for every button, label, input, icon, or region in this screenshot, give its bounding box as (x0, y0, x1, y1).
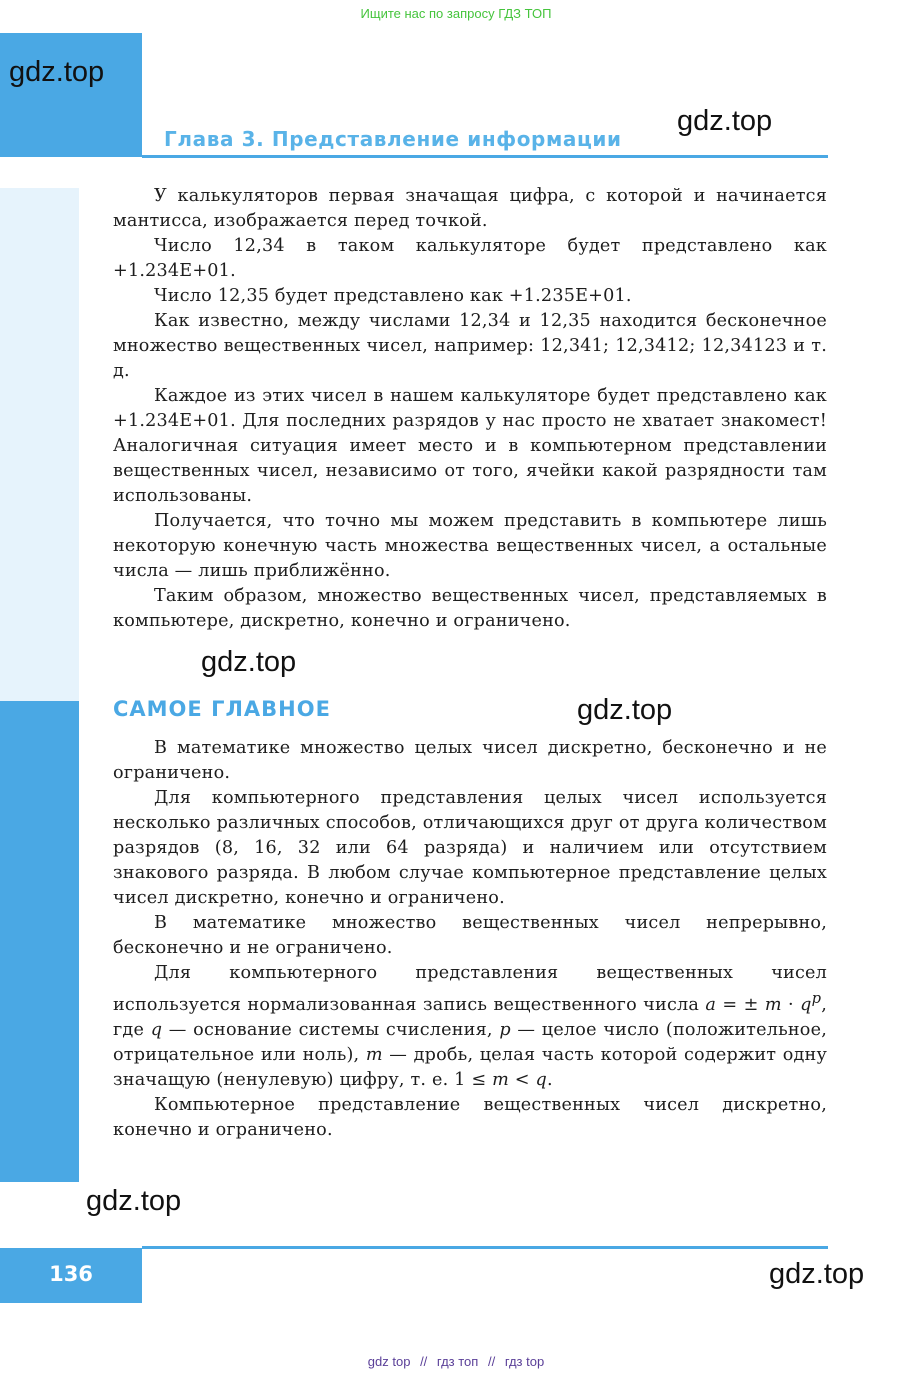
paragraph: В математике множество целых чисел дискретно, бесконечно и не ограничено. (113, 738, 827, 783)
paragraph: Как известно, между числами 12,34 и 12,35 находится бесконечное множество вещественных чисел, например: 12,341; 12,3412; 12,34123 и т. д. (113, 311, 827, 381)
paragraph: Число 12,34 в таком калькуляторе будет представлено как +1.234E+01. (113, 236, 827, 281)
paragraph: Получается, что точно мы можем представить в компьютере лишь некоторую конечную часть множества вещественных чисел, а остальные числа — лишь приближённо. (113, 511, 827, 581)
intro-text (113, 184, 827, 634)
link-gdz-top[interactable]: gdz top (367, 1354, 411, 1369)
section-heading: САМОЕ ГЛАВНОЕ (113, 697, 331, 721)
watermark: gdz.top (86, 1185, 182, 1217)
watermark: gdz.top (769, 1258, 865, 1290)
paragraph: У калькуляторов первая значащая цифра, с которой и начинается мантисса, изображается перед точкой. (113, 186, 827, 231)
footer-rule (142, 1246, 828, 1249)
watermark: gdz.top (577, 694, 673, 726)
separator: // (487, 1354, 496, 1369)
chapter-title: Глава 3. Представление информации (164, 127, 622, 151)
paragraph: Каждое из этих чисел в нашем калькуляторе будет представлено как +1.234E+01. Для последних разрядов у нас просто не хватает знакомест! Аналогичная ситуация имеет место и в компьютерном представлении вещественных чисел, независимо от того, ячейки какой разрядности там использованы. (113, 386, 827, 506)
normalized-notation-paragraph: Для компьютерного представления вещественных чисел используется нормализованная запись вещественного числа a = ± $m \cdot q^p$, где q — основание системы счисления, p — целое число (положительное, отрицательное или ноль), m — дробь, целая часть которой содержит одну значащую (ненулевую) цифру, т. е. 1 ≤ m < q. (113, 963, 828, 1090)
bottom-links (0, 1354, 912, 1369)
separator: // (420, 1354, 428, 1369)
paragraph: Для компьютерного представления целых чисел используется несколько различных способов, отличающихся друг от друга количеством разрядов (8, 16, 32 или 64 разряда) и наличием или отсутствием знакового разряда. В любом случае компьютерное представление целых чисел дискретно, конечно и ограничено. (113, 788, 827, 908)
watermark: gdz.top (9, 56, 105, 88)
paragraph: Число 12,35 будет представлено как +1.235E+01. (154, 286, 632, 306)
side-margin-light (0, 188, 79, 701)
corner-accent-block (0, 33, 142, 157)
link-gdz-top-mixed[interactable]: гдз top (504, 1354, 545, 1369)
page-number: 136 (0, 1248, 142, 1303)
side-margin-dark (0, 701, 79, 1182)
link-gdz-top-ru[interactable]: гдз топ (436, 1354, 479, 1369)
summary-text (113, 736, 827, 1143)
watermark: gdz.top (677, 105, 773, 137)
paragraph: В математике множество вещественных чисел непрерывно, бесконечно и не ограничено. (113, 913, 827, 958)
paragraph: Таким образом, множество вещественных чисел, представляемых в компьютере, дискретно, конечно и ограничено. (113, 586, 827, 631)
paragraph: Компьютерное представление вещественных чисел дискретно, конечно и ограничено. (113, 1094, 827, 1140)
top-banner[interactable]: Ищите нас по запросу ГДЗ ТОП (360, 6, 552, 21)
watermark: gdz.top (201, 646, 297, 678)
header-rule (142, 155, 828, 158)
